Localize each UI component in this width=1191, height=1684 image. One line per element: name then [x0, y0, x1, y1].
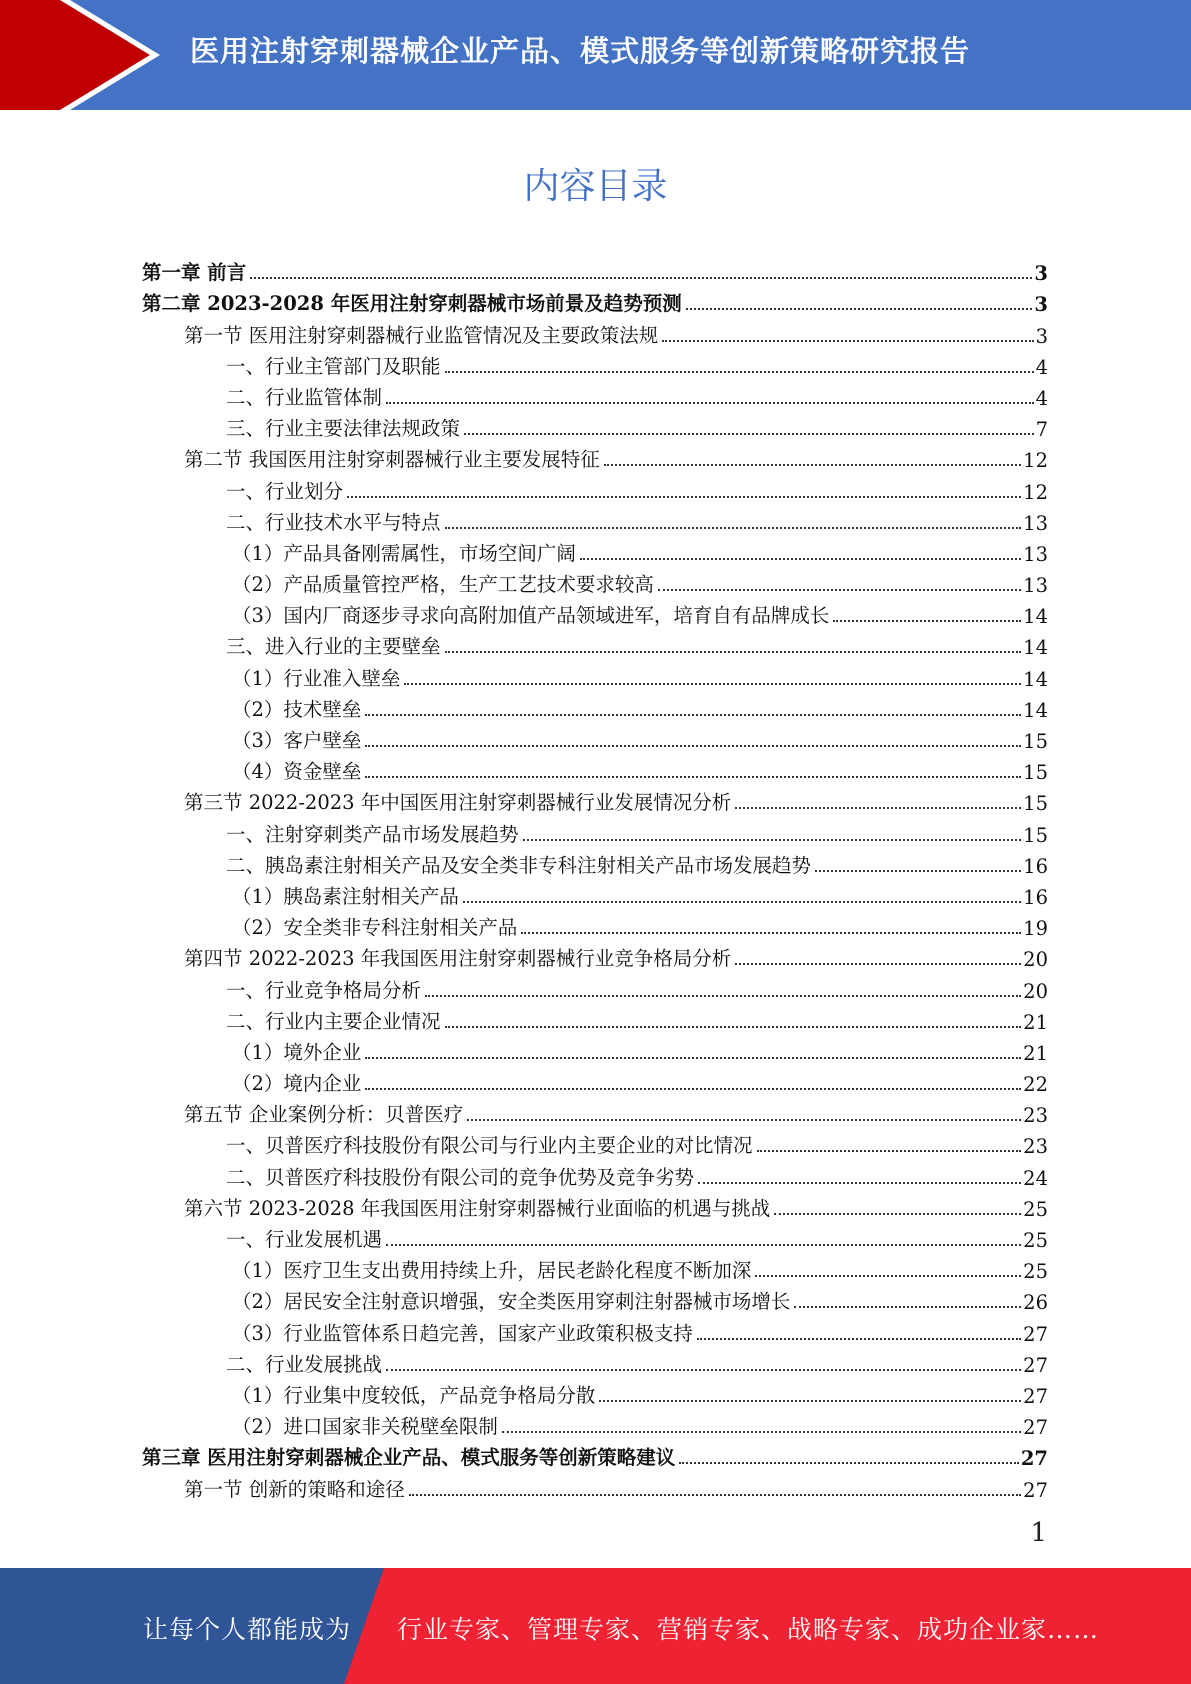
toc-entry[interactable]: [142, 379, 1048, 410]
toc-entry-title: （3）客户壁垒: [232, 729, 362, 752]
toc-entry-page: 25: [1023, 1197, 1048, 1221]
toc-entry-title: 一、行业划分: [226, 479, 344, 503]
toc-entry[interactable]: [142, 940, 1048, 971]
toc-entry-title: 一、贝普医疗科技股份有限公司与行业内主要企业的对比情况: [226, 1134, 753, 1158]
toc-entry-title: 一、行业竞争格局分析: [226, 978, 422, 1002]
toc-dot-leader: [347, 496, 1021, 498]
toc-dot-leader: [365, 776, 1021, 778]
toc-entry[interactable]: [142, 815, 1048, 846]
toc-entry-title: 一、行业主管部门及职能: [226, 354, 441, 378]
toc-dot-leader: [365, 714, 1021, 716]
toc-dot-leader: [445, 527, 1022, 529]
toc-entry[interactable]: [142, 1190, 1048, 1221]
toc-entry-title: （2）境内企业: [232, 1072, 362, 1096]
toc-dot-leader: [386, 402, 1034, 404]
toc-entry[interactable]: [142, 1221, 1048, 1252]
toc-entry-page: 27: [1023, 1384, 1048, 1408]
toc-dot-leader: [794, 1306, 1021, 1308]
toc-entry-title: （2）居民安全注射意识增强，安全类医用穿刺注射器械市场增长: [232, 1290, 791, 1314]
toc-dot-leader: [445, 651, 1022, 653]
toc-entry[interactable]: [142, 472, 1048, 503]
toc-entry[interactable]: [142, 628, 1048, 659]
toc-entry[interactable]: [142, 1127, 1048, 1158]
toc-dot-leader: [464, 433, 1034, 435]
toc-entry-title: 二、行业技术水平与特点: [226, 510, 441, 534]
toc-entry-title: 二、行业监管体制: [226, 385, 383, 409]
toc-dot-leader: [698, 1182, 1021, 1184]
toc-dot-leader: [425, 995, 1021, 997]
toc-entry[interactable]: [142, 659, 1048, 690]
toc-entry-title: 第四节 2022-2023 年我国医用注射穿刺器械行业竞争格局分析: [184, 947, 732, 971]
toc-dot-leader: [445, 371, 1034, 373]
toc-entry[interactable]: [142, 348, 1048, 379]
toc-entry-title: 第二节 我国医用注射穿刺器械行业主要发展特征: [184, 448, 600, 472]
toc-entry-page: 13: [1023, 574, 1048, 598]
toc-entry-page: 20: [1023, 979, 1048, 1003]
toc-dot-leader: [523, 839, 1022, 841]
toc-entry-title: （1）行业准入壁垒: [232, 666, 401, 690]
toc-dot-leader: [365, 1088, 1021, 1090]
toc-entry-page: 14: [1023, 698, 1048, 722]
toc-entry-title: 二、行业发展挑战: [226, 1352, 383, 1376]
toc-entry[interactable]: [142, 410, 1048, 441]
toc-entry-title: 二、行业内主要企业情况: [226, 1009, 441, 1033]
toc-entry-page: 15: [1023, 761, 1048, 785]
page-number: 1: [1030, 1518, 1047, 1548]
toc-entry[interactable]: [142, 847, 1048, 878]
toc-entry[interactable]: [142, 1314, 1048, 1345]
footer-banner: [0, 1568, 1191, 1684]
toc-entry-page: 22: [1023, 1073, 1048, 1097]
toc-entry-page: 19: [1023, 917, 1048, 941]
toc-entry[interactable]: [142, 254, 1048, 285]
toc-entry-page: 14: [1023, 667, 1048, 691]
toc-entry-page: 26: [1023, 1291, 1048, 1315]
footer-slogan-left: 让每个人都能成为: [143, 1615, 352, 1644]
toc-entry[interactable]: [142, 504, 1048, 535]
toc-dot-leader: [833, 620, 1021, 622]
toc-dot-leader: [467, 1119, 1021, 1121]
toc-dot-leader: [404, 683, 1021, 685]
toc-entry-page: 20: [1023, 948, 1048, 972]
toc-entry-page: 27: [1020, 1447, 1048, 1471]
toc-dot-leader: [409, 1494, 1021, 1496]
toc-dot-leader: [250, 277, 1032, 279]
toc-entry-page: 15: [1023, 823, 1048, 847]
toc-entry-page: 24: [1023, 1166, 1048, 1190]
toc-dot-leader: [686, 308, 1033, 310]
toc-entry[interactable]: [142, 1346, 1048, 1377]
toc-entry[interactable]: [142, 878, 1048, 909]
toc-entry-page: 25: [1023, 1229, 1048, 1252]
toc-entry[interactable]: [142, 1096, 1048, 1127]
toc-entry-page: 13: [1023, 542, 1048, 566]
toc-entry-page: 25: [1023, 1260, 1048, 1284]
toc-entry[interactable]: [142, 971, 1048, 1002]
toc-entry[interactable]: [142, 1065, 1048, 1096]
toc-entry-title: （3）行业监管体系日趋完善，国家产业政策积极支持: [232, 1321, 693, 1345]
toc-entry-title: 二、贝普医疗科技股份有限公司的竞争优势及竞争劣势: [226, 1165, 695, 1189]
toc-entry-page: 14: [1023, 605, 1048, 629]
toc-entry-title: 一、注射穿刺类产品市场发展趋势: [226, 822, 519, 846]
toc-entry-title: 第五节 企业案例分析：贝普医疗: [184, 1103, 464, 1127]
toc-entry-title: （1）医疗卫生支出费用持续上升，居民老龄化程度不断加深: [232, 1259, 752, 1283]
toc-entry-title: 第一节 创新的策略和途径: [184, 1477, 405, 1501]
toc-entry[interactable]: [142, 1377, 1048, 1408]
toc-dot-leader: [463, 901, 1021, 903]
toc-entry-page: 27: [1023, 1353, 1048, 1377]
toc-entry[interactable]: [142, 1283, 1048, 1314]
toc-entry[interactable]: [142, 316, 1048, 347]
toc-entry-page: 23: [1023, 1104, 1048, 1128]
toc-entry[interactable]: [142, 1408, 1048, 1439]
toc-entry-title: （1）胰岛素注射相关产品: [232, 884, 459, 908]
toc-entry-title: （1）产品具备刚需属性，市场空间广阔: [232, 541, 576, 565]
toc-dot-leader: [755, 1275, 1021, 1277]
toc-entry[interactable]: [142, 722, 1048, 753]
toc-dot-leader: [604, 464, 1021, 466]
toc-entry[interactable]: [142, 1158, 1048, 1189]
toc-entry-title: （2）进口国家非关税壁垒限制: [232, 1415, 498, 1439]
toc-entry-title: （2）技术壁垒: [232, 697, 362, 721]
toc-dot-leader: [580, 558, 1021, 560]
footer-slogan-right: 行业专家、管理专家、营销专家、战略专家、成功企业家……: [397, 1615, 1100, 1644]
toc-dot-leader: [365, 1057, 1021, 1059]
toc-dot-leader: [386, 1369, 1021, 1371]
toc-entry[interactable]: [142, 535, 1048, 566]
toc-entry[interactable]: [142, 1252, 1048, 1283]
toc-entry[interactable]: [142, 441, 1048, 472]
toc-entry-page: 7: [1035, 418, 1048, 442]
toc-entry[interactable]: [142, 566, 1048, 597]
toc-entry-page: 23: [1023, 1135, 1048, 1159]
toc-entry-title: 二、胰岛素注射相关产品及安全类非专科注射相关产品市场发展趋势: [226, 853, 812, 877]
toc-entry-title: 第六节 2023-2028 年我国医用注射穿刺器械行业面临的机遇与挑战: [184, 1196, 771, 1220]
toc-entry-page: 16: [1023, 854, 1048, 878]
toc-entry[interactable]: [142, 1439, 1048, 1470]
toc-entry-title: 三、行业主要法律法规政策: [226, 417, 461, 441]
toc-entry-page: 3: [1034, 262, 1048, 286]
toc-dot-leader: [662, 340, 1033, 342]
toc-dot-leader: [757, 1150, 1022, 1152]
toc-entry-page: 4: [1035, 355, 1048, 379]
toc-entry-page: 15: [1023, 730, 1048, 753]
toc-entry-page: 21: [1023, 1041, 1048, 1065]
toc-dot-leader: [445, 1026, 1022, 1028]
toc-entry-title: （2）产品质量管控严格，生产工艺技术要求较高: [232, 573, 654, 597]
toc-entry[interactable]: [142, 784, 1048, 815]
toc-entry[interactable]: [142, 909, 1048, 940]
toc-dot-leader: [599, 1400, 1021, 1402]
toc-entry-page: 21: [1023, 1010, 1048, 1034]
toc-entry-title: 第三章 医用注射穿刺器械企业产品、模式服务等创新策略建议: [142, 1446, 676, 1470]
report-title: 医用注射穿刺器械企业产品、模式服务等创新策略研究报告: [190, 34, 971, 68]
toc-entry-page: 3: [1034, 293, 1048, 317]
toc-entry-page: 12: [1023, 449, 1048, 473]
toc-dot-leader: [679, 1462, 1019, 1464]
toc-entry-page: 27: [1023, 1322, 1048, 1346]
toc-entry-page: 16: [1023, 885, 1048, 909]
toc-entry-page: 4: [1035, 386, 1048, 410]
toc-heading: 内容目录: [523, 166, 668, 207]
toc-entry-title: （1）境外企业: [232, 1040, 362, 1064]
toc-entry-title: （3）国内厂商逐步寻求向高附加值产品领域进军，培育自有品牌成长: [232, 604, 830, 628]
toc-dot-leader: [697, 1338, 1021, 1340]
table-of-contents: [142, 254, 1048, 1502]
toc-entry-page: 27: [1023, 1478, 1048, 1502]
toc-entry-page: 13: [1023, 511, 1048, 535]
toc-entry-title: 第三节 2022-2023 年中国医用注射穿刺器械行业发展情况分析: [184, 791, 732, 815]
toc-entry-title: （2）安全类非专科注射相关产品: [232, 916, 518, 940]
toc-entry-page: 15: [1023, 792, 1048, 816]
toc-entry-page: 14: [1023, 636, 1048, 660]
toc-entry[interactable]: [142, 691, 1048, 722]
toc-dot-leader: [502, 1431, 1021, 1433]
toc-dot-leader: [658, 589, 1021, 591]
toc-entry[interactable]: [142, 1034, 1048, 1065]
toc-dot-leader: [815, 870, 1021, 872]
toc-entry-title: 三、进入行业的主要壁垒: [226, 635, 441, 659]
toc-entry[interactable]: [142, 285, 1048, 316]
toc-dot-leader: [386, 1244, 1021, 1246]
toc-entry-title: 一、行业发展机遇: [226, 1228, 383, 1251]
toc-entry[interactable]: [142, 1003, 1048, 1034]
toc-entry-page: 3: [1035, 324, 1048, 348]
toc-entry-title: 第一节 医用注射穿刺器械行业监管情况及主要政策法规: [184, 323, 659, 347]
toc-dot-leader: [365, 745, 1021, 747]
toc-entry[interactable]: [142, 753, 1048, 784]
toc-entry-page: 27: [1023, 1416, 1048, 1440]
toc-entry-title: 第一章 前言: [142, 261, 247, 285]
toc-dot-leader: [774, 1213, 1021, 1215]
toc-entry-title: （1）行业集中度较低，产品竞争格局分散: [232, 1383, 596, 1407]
toc-entry[interactable]: [142, 1470, 1048, 1501]
toc-entry-title: 第二章 2023-2028 年医用注射穿刺器械市场前景及趋势预测: [142, 292, 682, 316]
header-banner: [0, 0, 1191, 110]
toc-entry-page: 12: [1023, 480, 1048, 504]
toc-dot-leader: [521, 932, 1021, 934]
toc-dot-leader: [735, 963, 1021, 965]
toc-dot-leader: [735, 807, 1021, 809]
toc-entry[interactable]: [142, 597, 1048, 628]
toc-entry-title: （4）资金壁垒: [232, 760, 362, 784]
